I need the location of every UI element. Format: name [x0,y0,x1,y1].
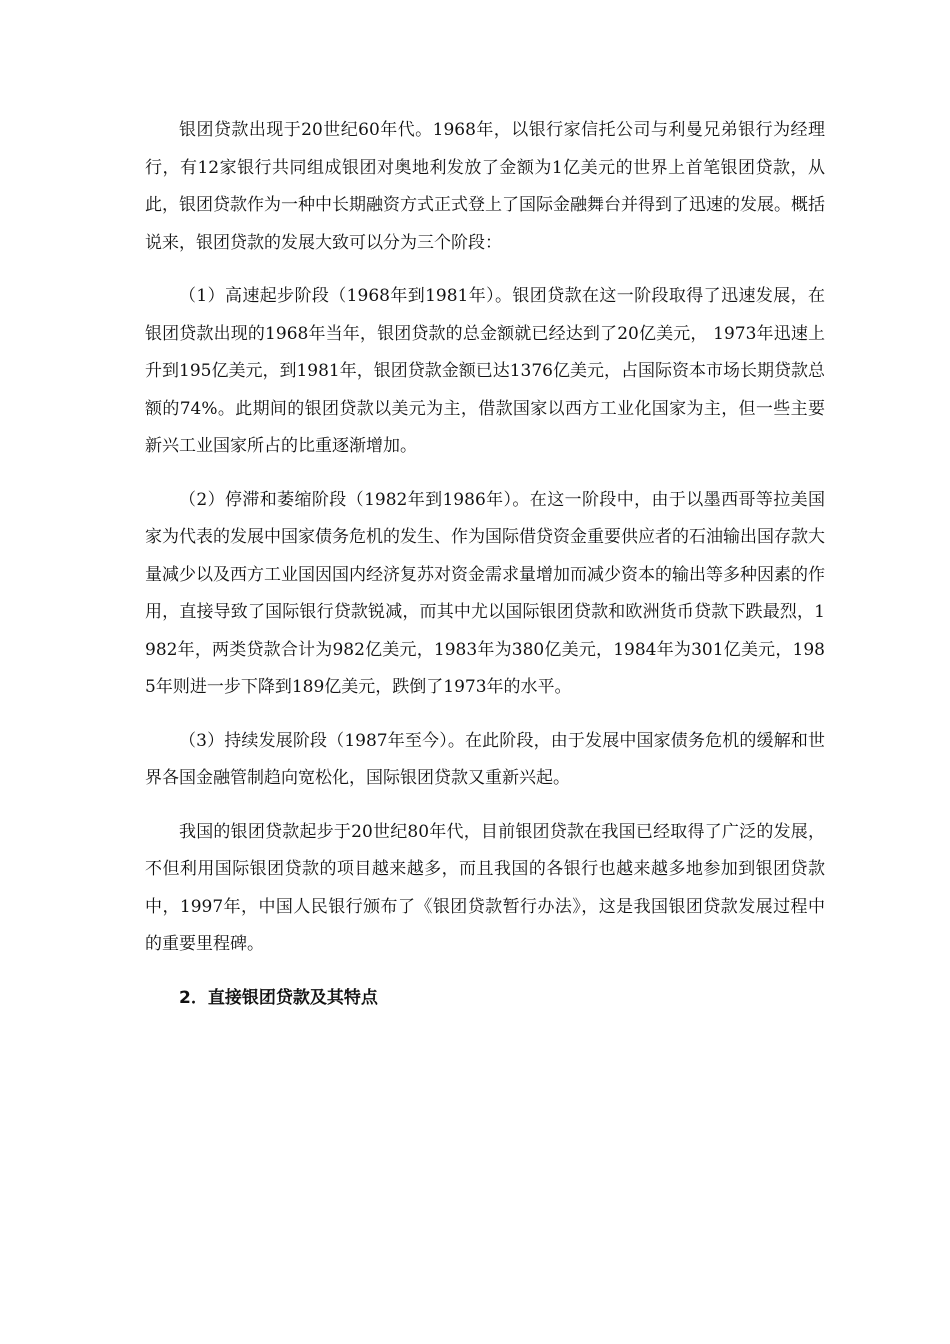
section-heading: 2．直接银团贷款及其特点 [179,987,378,1008]
paragraph-stage-3: （3）持续发展阶段（1987年至今）。在此阶段，由于发展中国家债务危机的缓解和世界各国金融管制趋向宽松化，国际银团贷款又重新兴起。 [145,730,825,788]
paragraph-stage-1: （1）高速起步阶段（1968年到1981年）。银团贷款在这一阶段取得了迅速发展，在银团贷款出现的1968年当年，银团贷款的总金额就已经达到了20亿美元， 1973年迅速上升到195亿美元，到1981年，银团贷款金额已达1376亿美元，占国际资本市场长期贷款总额的74%。此期间的银团贷款以美元为主，借款国家以西方工业化国家为主，但一些主要新兴工业国家所占的比重逐渐增加。 [145,286,825,456]
paragraph-china: 我国的银团贷款起步于20世纪80年代，目前银团贷款在我国已经取得了广泛的发展，不但利用国际银团贷款的项目越来越多，而且我国的各银行也越来越多地参加到银团贷款中，1997年，中国人民银行颁布了《银团贷款暂行办法》，这是我国银团贷款发展过程中的重要里程碑。 [145,821,825,954]
paragraph-stage-2: （2）停滞和萎缩阶段（1982年到1986年）。在这一阶段中，由于以墨西哥等拉美国家为代表的发展中国家债务危机的发生、作为国际借贷资金重要供应者的石油输出国存款大量减少以及西方工业国因国内经济复苏对资金需求量增加而减少资本的输出等多种因素的作用，直接导致了国际银行贷款锐减，而其中尤以国际银团贷款和欧洲货币贷款下跌最烈，1982年，两类贷款合计为982亿美元，1983年为380亿美元，1984年为301亿美元，1985年则进一步下降到189亿美元，跌倒了1973年的水平。 [145,489,825,697]
paragraph-origin: 银团贷款出现于20世纪60年代。1968年，以银行家信托公司与利曼兄弟银行为经理行，有12家银行共同组成银团对奥地利发放了金额为1亿美元的世界上首笔银团贷款，从此，银团贷款作为一种中长期融资方式正式登上了国际金融舞台并得到了迅速的发展。概括说来，银团贷款的发展大致可以分为三个阶段： [145,120,825,253]
document-page [145,112,825,1017]
